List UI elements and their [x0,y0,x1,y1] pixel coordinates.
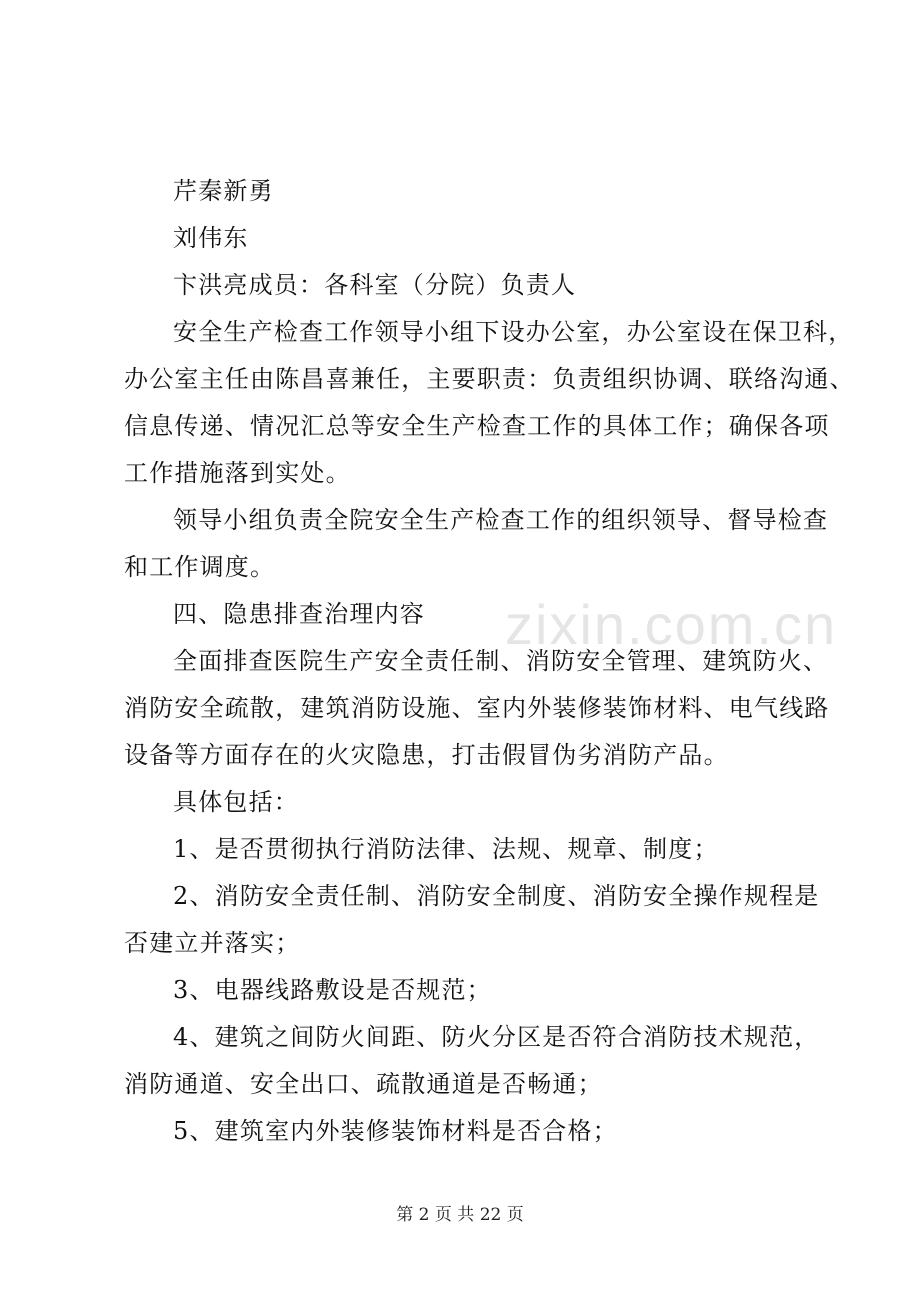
list-item: 4、建筑之间防火间距、防火分区是否符合消防技术规范， [173,1023,820,1051]
document-body [124,168,855,1155]
page-number-footer: 第 2 页 共 22 页 [396,1205,524,1225]
body-line: 和工作调度。 [124,553,276,581]
body-line: 卞洪亮成员：各科室（分院）负责人 [173,271,577,299]
list-item: 1、是否贯彻执行消防法律、法规、规章、制度； [173,835,719,863]
list-item-continuation: 否建立并落实； [124,929,301,957]
section-heading: 四、隐患排查治理内容 [173,600,425,628]
watermark: zixin.com.cn [505,593,838,656]
body-line: 工作措施落到实处。 [124,459,351,487]
list-item: 5、建筑室内外装修装饰材料是否合格； [173,1117,618,1145]
body-line: 办公室主任由陈昌喜兼任，主要职责：负责组织协调、联络沟通、 [124,365,855,393]
body-line: 安全生产检查工作领导小组下设办公室，办公室设在保卫科， [173,318,854,346]
list-item: 2、消防安全责任制、消防安全制度、消防安全操作规程是 [173,882,820,910]
body-line: 全面排查医院生产安全责任制、消防安全管理、建筑防火、 [173,647,829,675]
body-line: 信息传递、情况汇总等安全生产检查工作的具体工作；确保各项 [124,412,830,440]
list-item: 3、电器线路敷设是否规范； [173,976,492,1004]
list-item-continuation: 消防通道、安全出口、疏散通道是否畅通； [124,1070,603,1098]
body-line: 芹秦新勇 [173,177,274,205]
body-line: 设备等方面存在的火灾隐患，打击假冒伪劣消防产品。 [124,741,729,769]
body-line: 刘伟东 [173,224,249,252]
body-line: 领导小组负责全院安全生产检查工作的组织领导、督导检查 [173,506,829,534]
body-line: 消防安全疏散，建筑消防设施、室内外装修装饰材料、电气线路 [124,694,830,722]
body-line: 具体包括： [173,788,299,816]
